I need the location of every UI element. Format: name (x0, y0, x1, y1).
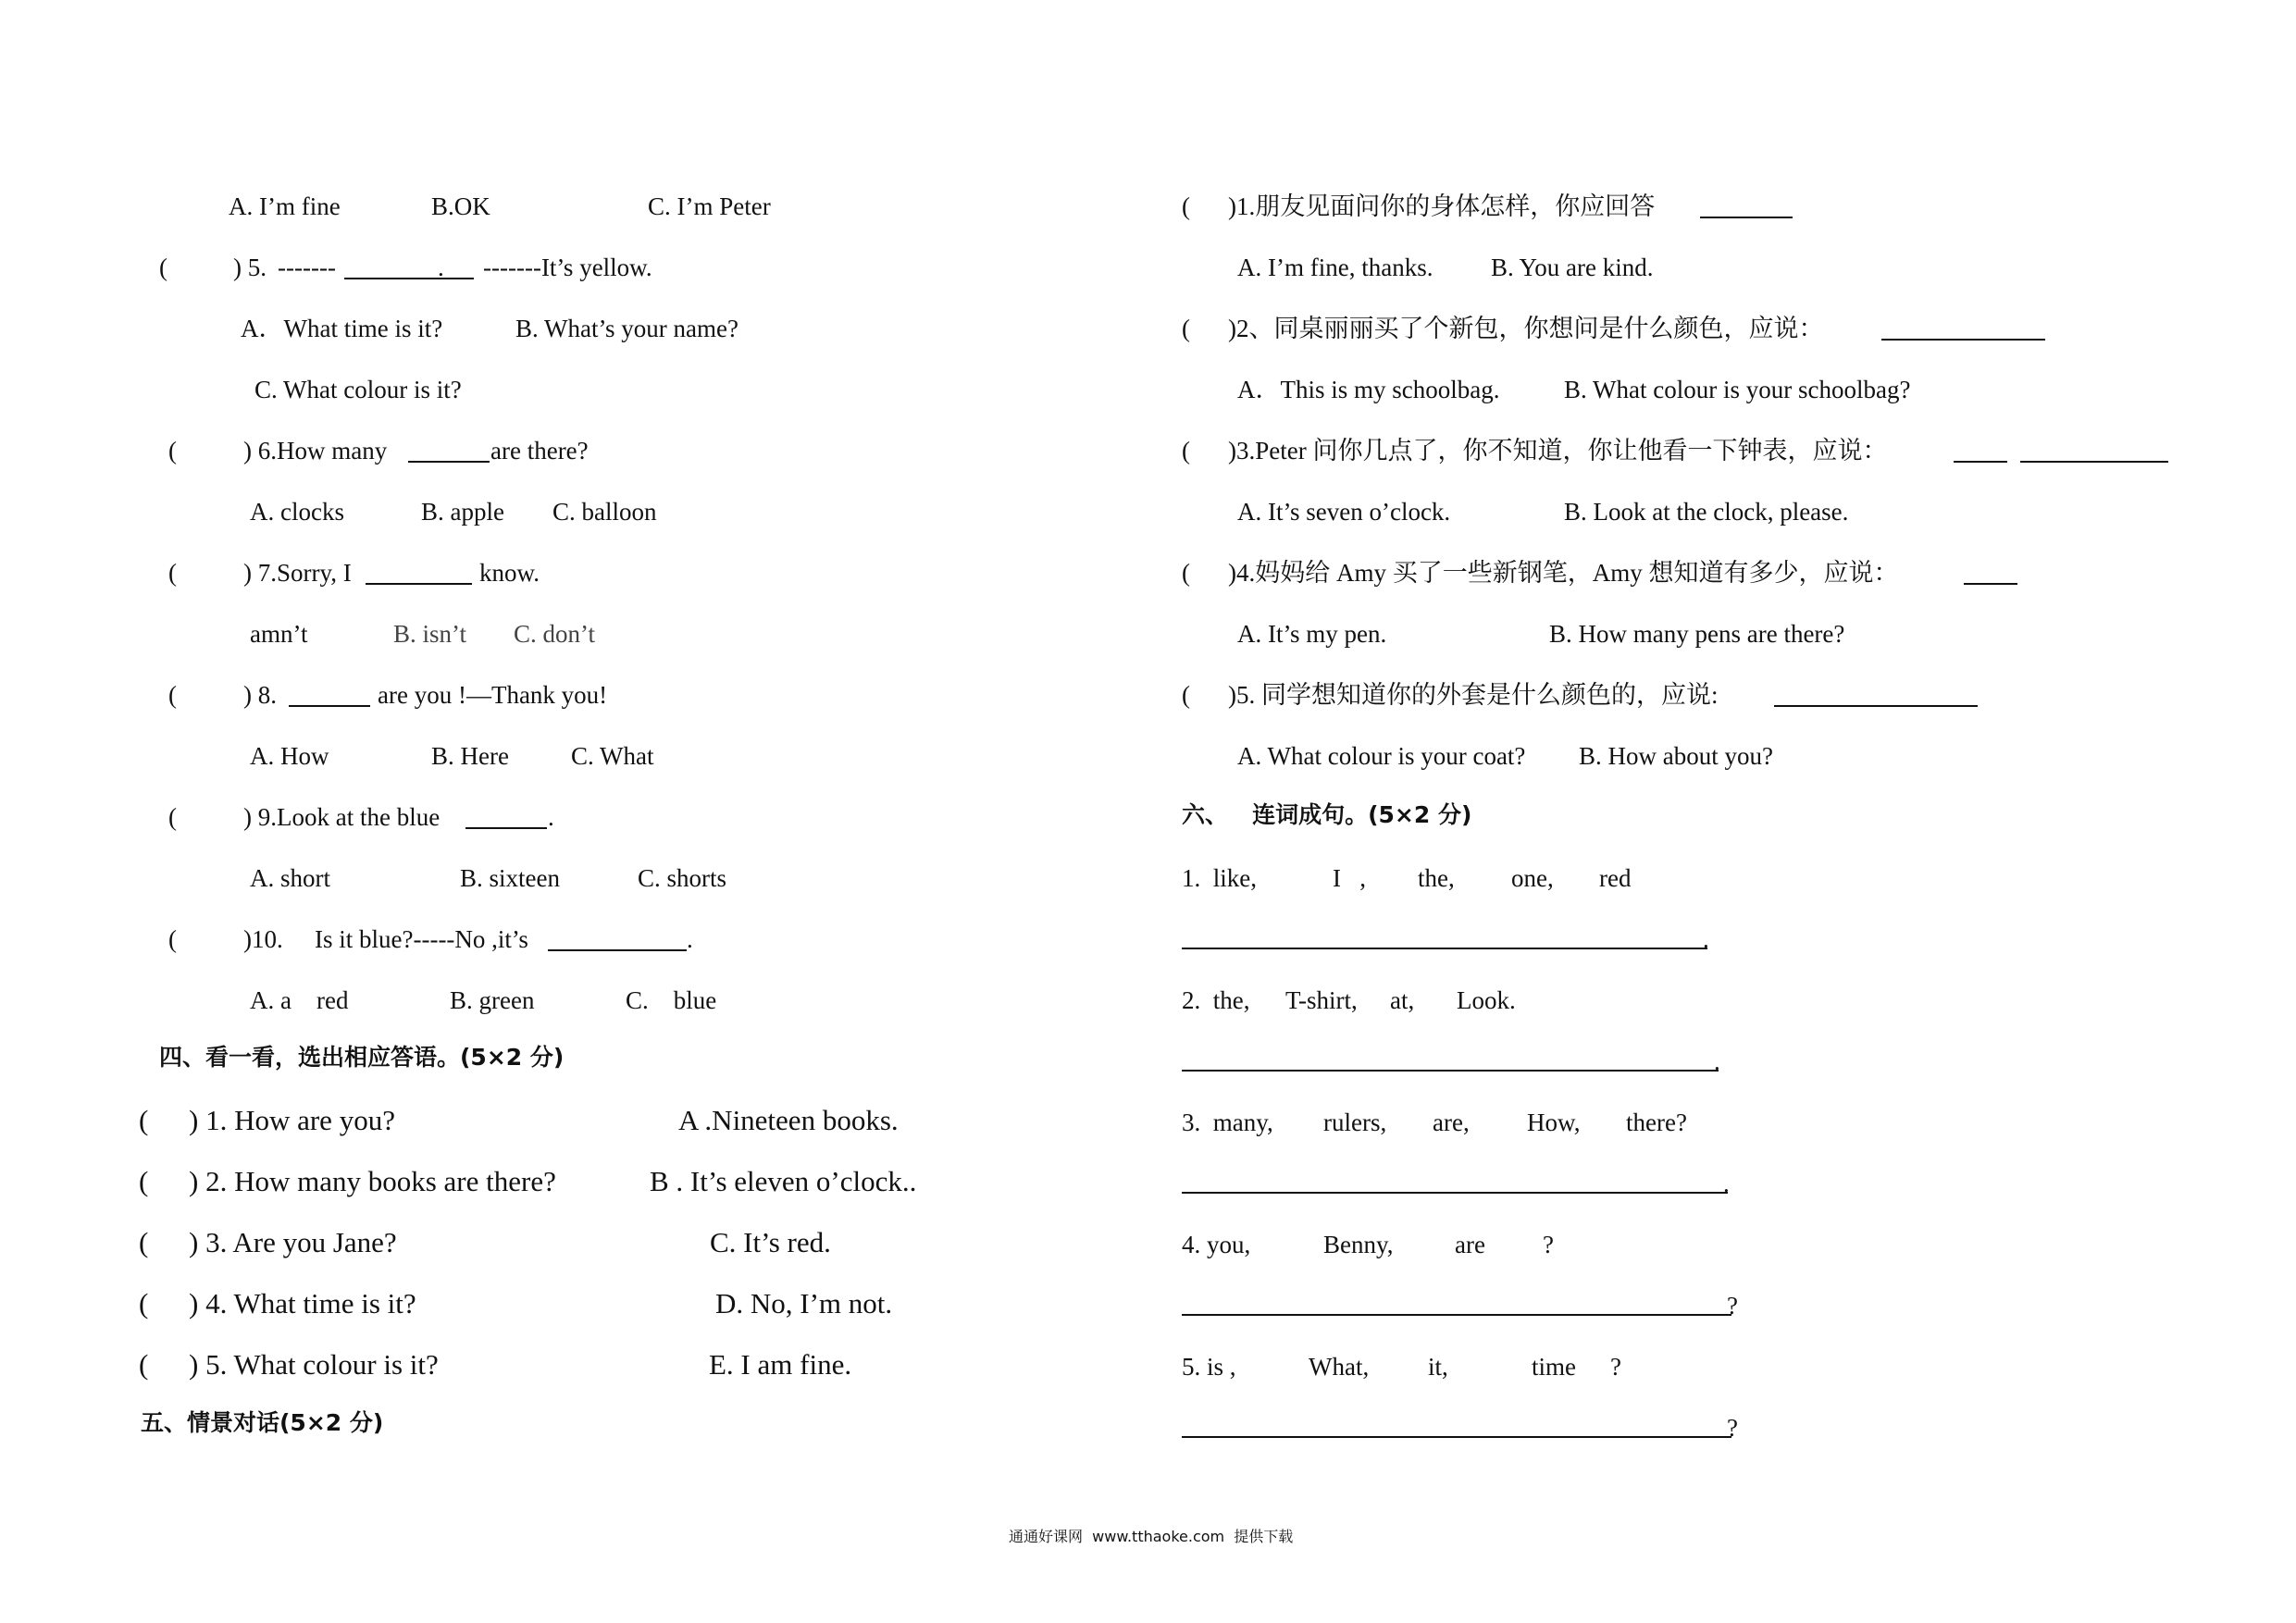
q10-paren: ( (168, 925, 177, 953)
s5-q5-blank[interactable] (1774, 685, 1978, 707)
s6-q5-word-3: it, (1428, 1353, 1448, 1381)
q6-blank[interactable] (408, 440, 490, 463)
s4-answer-e: E. I am fine. (709, 1348, 852, 1381)
section4-title: 四、看一看，选出相应答语。(5×2 分) (159, 1044, 565, 1071)
q5-number: ) 5. (233, 254, 267, 281)
s6-q5-word-5: ? (1610, 1353, 1621, 1381)
s6-q4-word-1: 4. you, (1182, 1231, 1251, 1258)
s5-q1-paren: ( (1182, 192, 1190, 220)
s5-q3-text: )3.Peter 问你几点了，你不知道，你让他看一下钟表，应说： (1228, 437, 1888, 465)
s5-q2-option-a: A．This is my schoolbag. (1237, 376, 1500, 403)
q9-option-b: B. sixteen (460, 864, 560, 892)
s6-q1-answer-line[interactable] (1182, 948, 1707, 949)
q7-blank[interactable] (366, 563, 472, 585)
q5-answer: -------It’s yellow. (483, 254, 652, 281)
q5-dot: . (438, 254, 444, 281)
q10-number: )10. (243, 925, 283, 953)
q10-option-a: A. a red (250, 986, 349, 1014)
s4-answer-c: C. It’s red. (710, 1226, 831, 1258)
q5-blank[interactable] (344, 254, 474, 281)
s6-q2-word-4: Look. (1457, 986, 1516, 1014)
q10-blank[interactable] (548, 929, 687, 951)
q10-option-b: B. green (450, 986, 535, 1014)
s5-q4-option-b: B. How many pens are there? (1549, 620, 1845, 648)
s6-q3-word-5: there? (1626, 1109, 1687, 1136)
s6-q5-word-1: 5. is , (1182, 1353, 1236, 1381)
s5-q5-option-b: B. How about you? (1579, 742, 1773, 770)
s6-q5-word-4: time (1532, 1353, 1576, 1381)
q9-tail: . (548, 803, 554, 831)
q7-option-b: B. isn’t (393, 620, 467, 648)
s4-answer-b: B . It’s eleven o’clock.. (650, 1165, 917, 1197)
s6-q3-word-1: 3. many, (1182, 1109, 1273, 1136)
s6-q3-word-4: How, (1527, 1109, 1581, 1136)
s6-q1-word-2: I , (1333, 864, 1366, 892)
section5-title: 五、情景对话(5×2 分) (141, 1409, 384, 1436)
s5-q3-blank-2[interactable] (2020, 440, 2168, 463)
q6-paren: ( (168, 437, 177, 465)
s6-q4-answer-line[interactable] (1182, 1314, 1731, 1316)
s4-q5-paren: ( (139, 1348, 149, 1381)
q9-question: ) 9.Look at the blue (243, 803, 441, 831)
s6-q2-word-2: T-shirt, (1285, 986, 1358, 1014)
q5-option-c: C. What colour is it? (254, 376, 462, 403)
s6-q2-word-3: at, (1390, 986, 1415, 1014)
q6-option-b: B. apple (421, 498, 504, 526)
s4-q4-paren: ( (139, 1287, 149, 1319)
q6-question: ) 6.How many (243, 437, 388, 465)
q7-option-a: amn’t (250, 620, 308, 648)
s6-q3-end: . (1723, 1170, 1730, 1197)
s5-q4-paren: ( (1182, 559, 1190, 587)
q9-paren: ( (168, 803, 177, 831)
s6-q2-end: . (1714, 1047, 1720, 1075)
s4-q1-question: ) 1. How are you? (189, 1104, 395, 1136)
s5-q5-text: )5. 同学想知道你的外套是什么颜色的，应说: (1228, 681, 1719, 709)
s6-q1-end: . (1703, 925, 1709, 953)
s6-q4-word-4: ? (1543, 1231, 1554, 1258)
q8-option-a: A. How (250, 742, 329, 770)
s4-q4-question: ) 4. What time is it? (189, 1287, 416, 1319)
q5-option-b: B. What’s your name? (515, 315, 738, 342)
s4-q2-question: ) 2. How many books are there? (189, 1165, 556, 1197)
s5-q2-option-b: B. What colour is your schoolbag? (1564, 376, 1911, 403)
s6-q2-answer-line[interactable] (1182, 1070, 1719, 1072)
s6-q1-word-4: one, (1511, 864, 1554, 892)
s4-q5-question: ) 5. What colour is it? (189, 1348, 439, 1381)
s4-q3-paren: ( (139, 1226, 149, 1258)
q10-question: Is it blue?-----No ,it’s (315, 925, 528, 953)
s6-q5-end: ? (1727, 1414, 1738, 1442)
s5-q3-blank-1[interactable] (1954, 440, 2007, 463)
s6-q5-answer-line[interactable] (1182, 1436, 1731, 1438)
q10-tail: . (687, 925, 693, 953)
s5-q4-blank[interactable] (1964, 563, 2017, 585)
q8-option-b: B. Here (431, 742, 509, 770)
q6-option-a: A. clocks (250, 498, 344, 526)
s5-q1-blank[interactable] (1700, 196, 1793, 218)
s4-q1-paren: ( (139, 1104, 149, 1136)
q9-blank[interactable] (465, 807, 547, 829)
s6-q2-word-1: 2. the, (1182, 986, 1250, 1014)
q4-option-c: C. I’m Peter (648, 192, 771, 220)
s6-q4-word-3: are (1455, 1231, 1485, 1258)
s6-q4-word-2: Benny, (1323, 1231, 1394, 1258)
q8-tail: are you !—Thank you! (378, 681, 608, 709)
s5-q5-paren: ( (1182, 681, 1190, 709)
s5-q2-text: )2、同桌丽丽买了个新包，你想问是什么颜色，应说： (1228, 315, 1824, 342)
q7-question: ) 7.Sorry, I (243, 559, 352, 587)
s5-q5-option-a: A. What colour is your coat? (1237, 742, 1526, 770)
q5-option-a: A．What time is it? (241, 315, 443, 342)
s4-q2-paren: ( (139, 1165, 149, 1197)
s6-q3-word-2: rulers, (1323, 1109, 1387, 1136)
q8-paren: ( (168, 681, 177, 709)
q7-option-c: C. don’t (514, 620, 596, 648)
q6-tail: are there? (490, 437, 589, 465)
q4-option-b: B.OK (431, 192, 490, 220)
s6-q3-answer-line[interactable] (1182, 1192, 1728, 1194)
q8-blank[interactable] (289, 685, 370, 707)
section6-title: 六、 连词成句。(5×2 分) (1182, 801, 1472, 828)
s5-q3-option-a: A. It’s seven o’clock. (1237, 498, 1451, 526)
s6-q4-end: ? (1727, 1292, 1738, 1319)
s5-q1-option-b: B. You are kind. (1491, 254, 1654, 281)
s5-q3-option-b: B. Look at the clock, please. (1564, 498, 1849, 526)
s6-q5-word-2: What, (1309, 1353, 1370, 1381)
s5-q1-text: )1.朋友见面问你的身体怎样，你应回答 (1228, 192, 1656, 220)
q5-paren: ( (159, 254, 168, 281)
q8-number: ) 8. (243, 681, 277, 709)
q5-dashes: ------- (278, 254, 336, 281)
q6-option-c: C. balloon (552, 498, 657, 526)
q9-option-c: C. shorts (638, 864, 727, 892)
footer-credit: 通通好课网 www.tthaoke.com 提供下载 (1009, 1528, 1294, 1545)
s6-q1-word-1: 1. like, (1182, 864, 1257, 892)
s5-q4-text: )4.妈妈给 Amy 买了一些新钢笔，Amy 想知道有多少，应说： (1228, 559, 1899, 587)
s5-q3-paren: ( (1182, 437, 1190, 465)
s5-q2-blank[interactable] (1881, 318, 2045, 341)
s4-answer-a: A .Nineteen books. (678, 1104, 899, 1136)
q9-option-a: A. short (250, 864, 330, 892)
s5-q2-paren: ( (1182, 315, 1190, 342)
q8-option-c: C. What (571, 742, 654, 770)
q4-option-a: A. I’m fine (229, 192, 341, 220)
s6-q1-word-5: red (1599, 864, 1632, 892)
q7-tail: know. (479, 559, 540, 587)
s5-q4-option-a: A. It’s my pen. (1237, 620, 1387, 648)
s4-answer-d: D. No, I’m not. (715, 1287, 893, 1319)
s6-q3-word-3: are, (1433, 1109, 1470, 1136)
q10-option-c: C. blue (626, 986, 717, 1014)
s4-q3-question: ) 3. Are you Jane? (189, 1226, 397, 1258)
s6-q1-word-3: the, (1418, 864, 1455, 892)
q7-paren: ( (168, 559, 177, 587)
s5-q1-option-a: A. I’m fine, thanks. (1237, 254, 1433, 281)
